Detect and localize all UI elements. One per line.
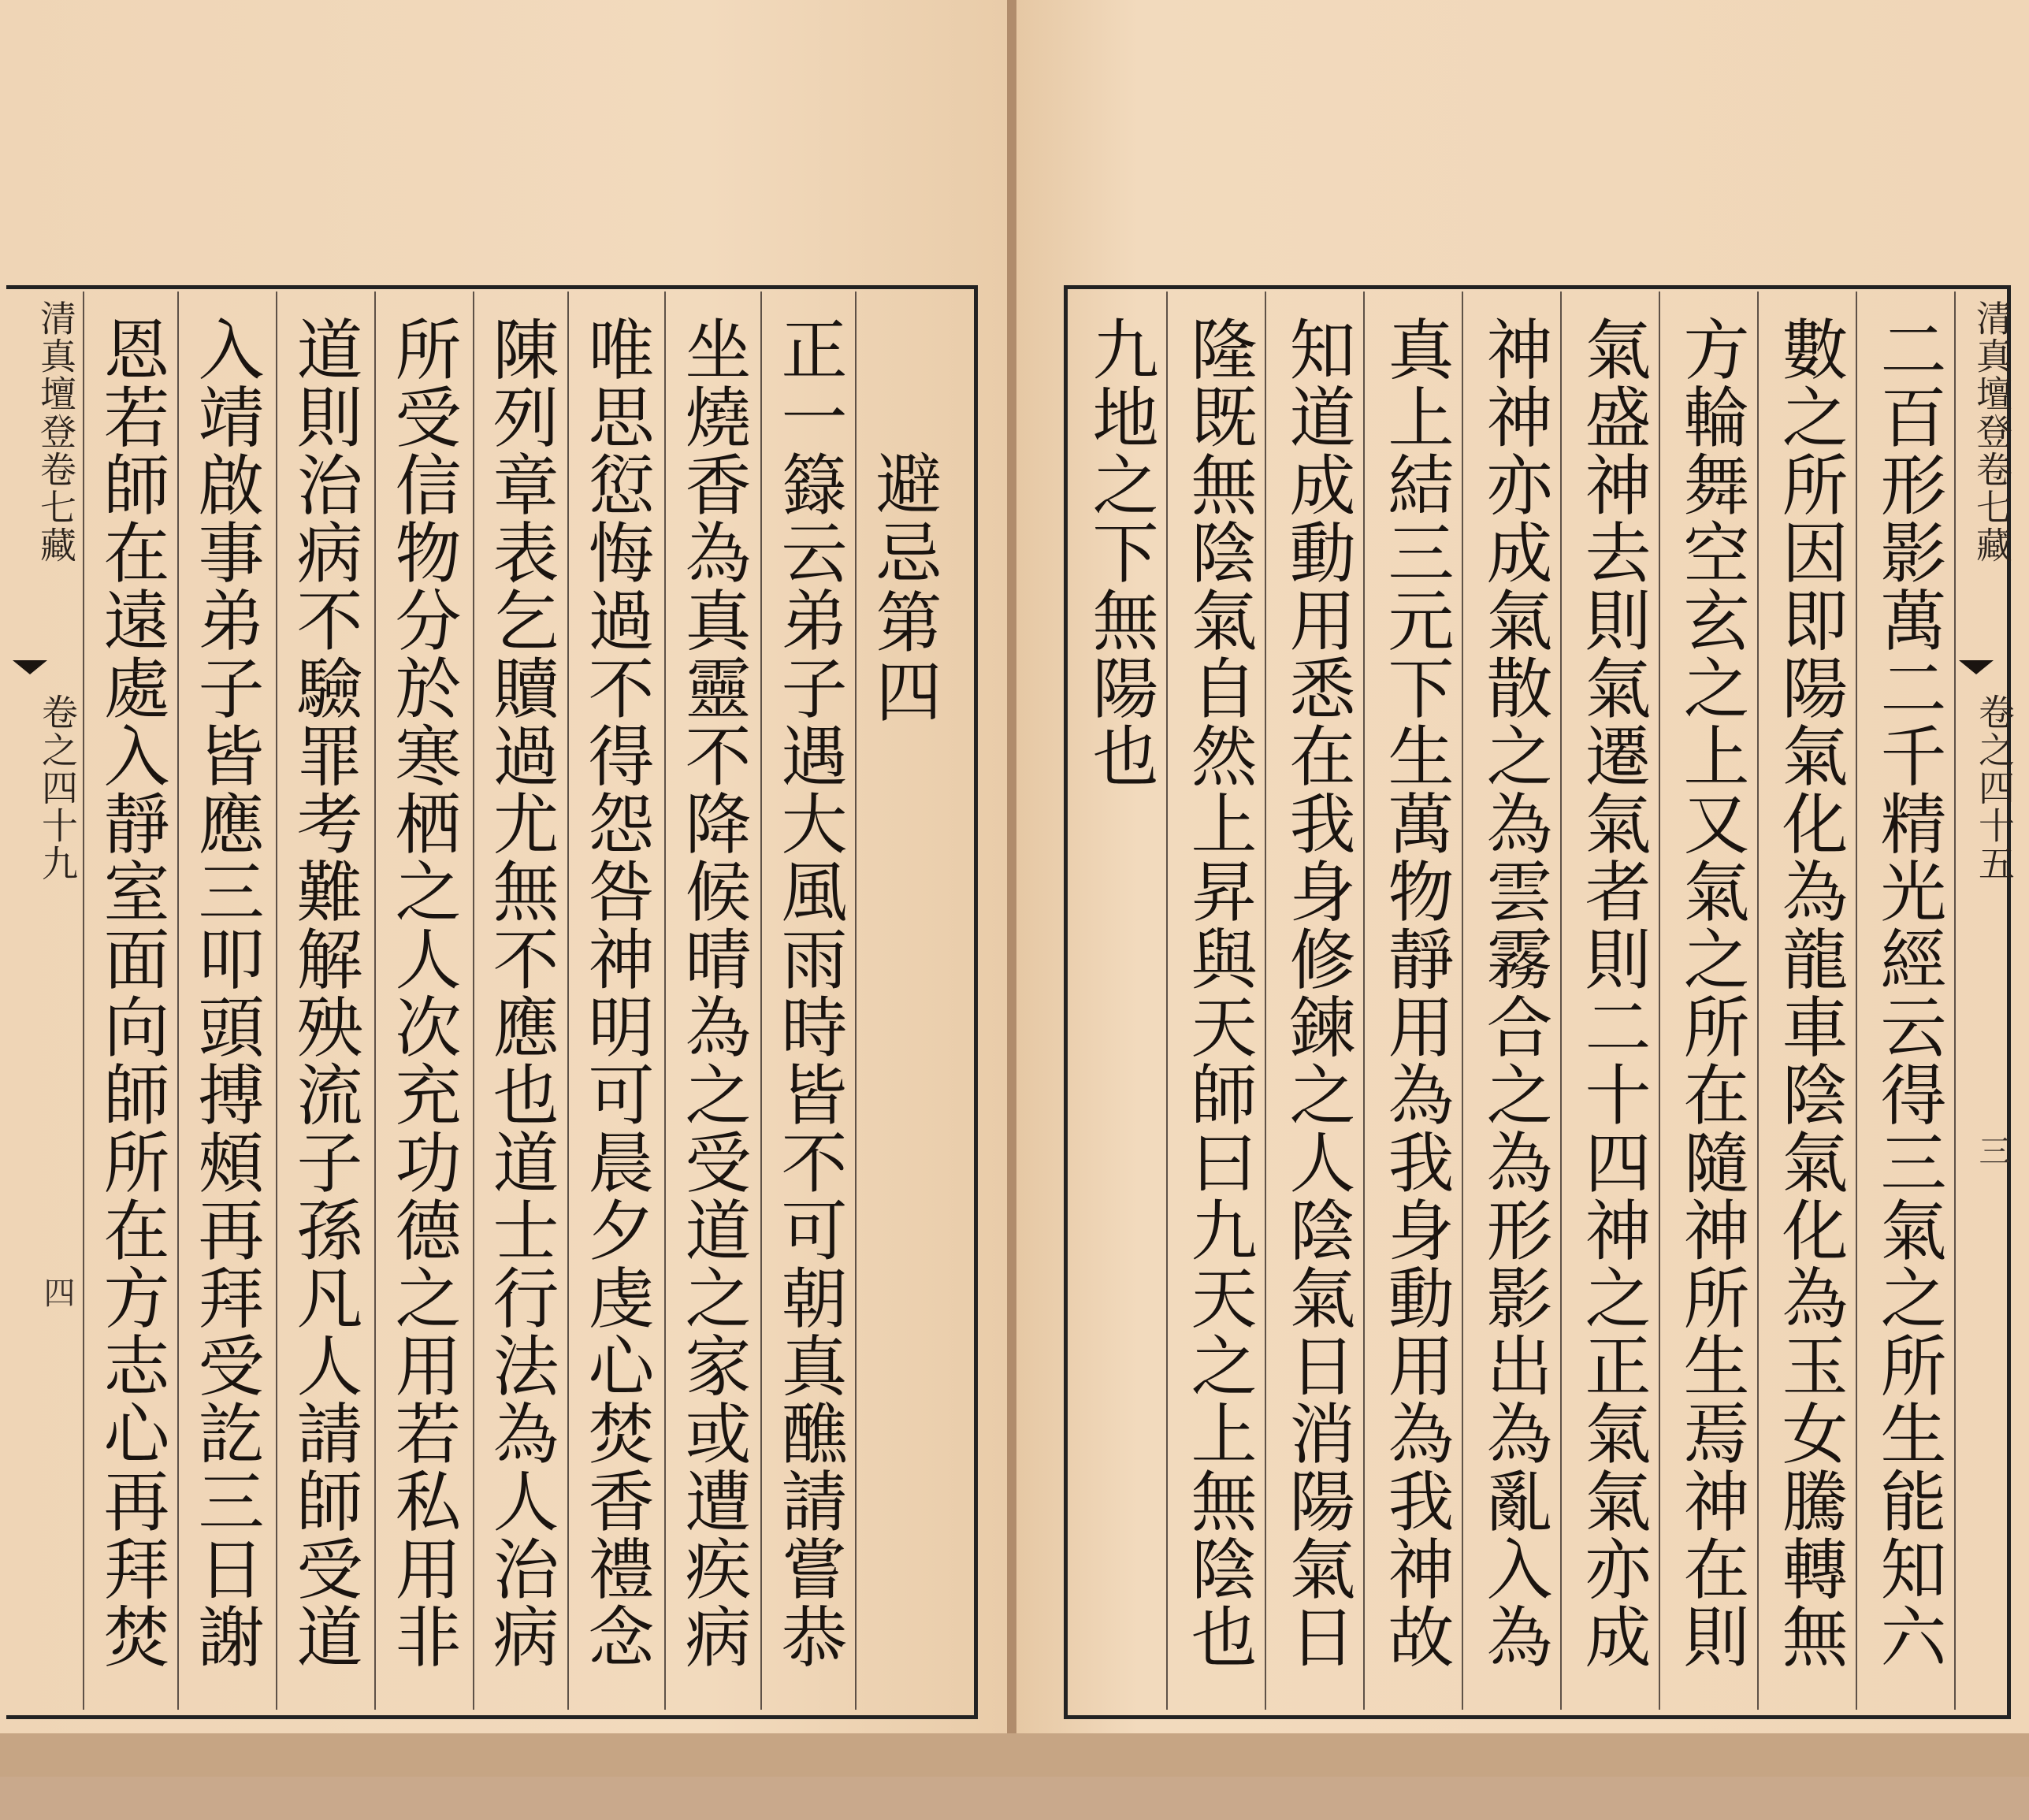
left-page-number: 四 (39, 1276, 75, 1308)
text-column: 方輪舞空玄之上又氣之所在隨神所生焉神在則 (1673, 315, 1750, 1670)
right-margin-chapter: 卷之四十五 (1973, 693, 2016, 882)
text-column: 知道成動用悉在我身修鍊之人陰氣日消陽氣日 (1279, 315, 1356, 1670)
text-column: 入靖啟事弟子皆應三叩頭搏頰再拜受訖三日謝 (188, 315, 265, 1670)
text-column: 神神亦成氣散之為雲霧合之為形影出為亂入為 (1476, 315, 1553, 1670)
text-column: 恩若師在遠處入靜室面向師所在方志心再拜焚 (93, 315, 170, 1670)
right-page-number: 三 (1974, 1135, 2010, 1166)
column-divider (855, 292, 857, 1710)
column-divider (1954, 292, 1956, 1710)
column-divider (83, 292, 84, 1710)
page-bottom-edge (0, 1733, 2029, 1777)
column-divider (1265, 292, 1266, 1710)
column-divider (567, 292, 569, 1710)
text-column: 道則治病不驗罪考難解殃流子孫凡人請師受道 (286, 315, 363, 1670)
right-fish-tail-mark (1959, 660, 1994, 674)
column-divider (177, 292, 179, 1710)
column-divider (1560, 292, 1562, 1710)
column-divider (276, 292, 277, 1710)
text-column: 真上結三元下生萬物靜用為我身動用為我神故 (1377, 315, 1455, 1670)
column-divider (374, 292, 376, 1710)
column-divider (1757, 292, 1759, 1710)
text-column: 隆既無陰氣自然上昇與天師曰九天之上無陰也 (1180, 315, 1258, 1670)
text-column: 所受信物分於寒栖之人次充功德之用若私用非 (385, 315, 462, 1670)
column-divider (1659, 292, 1660, 1710)
column-divider (1363, 292, 1365, 1710)
text-column: 二百形影萬二千精光經云得三氣之所生能知六 (1870, 315, 1947, 1670)
text-column: 數之所因即陽氣化為龍車陰氣化為玉女騰轉無 (1771, 315, 1849, 1670)
column-divider (760, 292, 762, 1710)
column-divider (1166, 292, 1168, 1710)
text-column: 唯思愆悔過不得怨咎神明可晨夕虔心焚香禮念 (578, 315, 655, 1670)
text-column: 九地之下無陽也 (1082, 315, 1159, 789)
text-column: 氣盛神去則氣遷氣者則二十四神之正氣氣亦成 (1574, 315, 1652, 1670)
text-column: 陳列章表乞贖過尤無不應也道士行法為人治病 (482, 315, 559, 1670)
right-margin-title: 清真壇登卷七藏 (1971, 299, 2013, 564)
column-divider (1462, 292, 1463, 1710)
book-gutter (1007, 0, 1016, 1777)
left-margin-title: 清真壇登卷七藏 (35, 299, 77, 564)
text-column: 坐燒香為真靈不降候晴為之受道之家或遭疾病 (674, 315, 752, 1670)
column-divider (664, 292, 666, 1710)
column-divider (473, 292, 474, 1710)
text-column: 正一籙云弟子遇大風雨時皆不可朝真醮請嘗恭 (771, 315, 848, 1670)
section-heading: 避忌第四 (865, 449, 942, 726)
column-divider (1856, 292, 1857, 1710)
left-margin-chapter: 卷之四十九 (36, 693, 79, 882)
left-fish-tail-mark (13, 660, 47, 674)
